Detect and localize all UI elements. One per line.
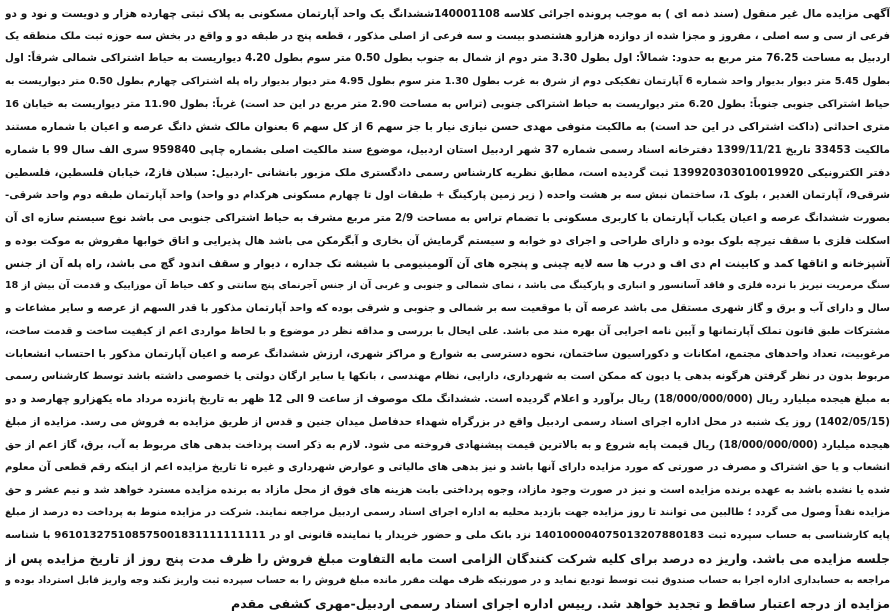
notice-line: انشعاب و یا حق اشتراک و مصرف در صورتی که مورد مزایده دارای آنها باشد و نیز بدهی های مالیاتی و عوارض شهرداری و غیره تا تاریخ مزایده اعم از اینکه رقم قطعی آن معلوم — [5, 461, 890, 473]
notice-line: حیاط اشتراکی جنوبی جنوباً: بطول 6.20 متر دیواریست به حیاط اشتراکی جنوبی (تراس به مساحت 2.90 متر مربع در این حد است) غرباً: بطول 11.90 متر دیواریست به خیابان 16 — [5, 98, 890, 110]
notice-line: شده یا نشده باشد به عهده برنده مزایده است و نیز در صورت وجود مازاد، وجوه پرداختی بابت هزینه های فوق از محل مازاد به برنده مزایده مسترد خواهد شد و نیم عشر و حق — [5, 484, 890, 497]
notice-line: بصورت ششدانگ عرصه و اعیان یکباب آپارتمان با کاربری مسکونی با تضمام تراس به مساحت 2/9 متر مربع مشرف به حیاط اشتراکی جنوبی می باشد نوع سیستم سازه ای آن — [5, 212, 890, 225]
notice-line: هیجده میلیارد (18/000/000/000) ریال قیمت پایه شروع و به بالاترین قیمت پیشنهادی فروخته می شود. لازم به ذکر است پرداخت بدهی های مربوط به آب، برق، گاز اعم از حق — [5, 439, 890, 452]
notice-line: مراجعه به حسابداری اداره اجرا به حساب صندوق ثبت توسط تودیع نماید و در صورتیکه ظرف مهلت مقرر مانده مبلغ فروش را به حساب سپرده ثبت واریز نکند وجه واریز قابل استرداد بوده و — [5, 575, 890, 587]
notice-line: متری احداثی (داکت اشتراکی در این حد است) به مالکیت متوفی مهدی حسن نیازی نیار با جز سهم 6 از کل سهم 6 بعنوان مالک شش دانگ عرصه و اعیان با شماره مستند — [5, 120, 890, 134]
notice-line: آشپزخانه و اتاقها کمد و کابینت ام دی اف و درب ها سه لایه چینی و پنجره های آن آلومینیومی با شیشه تک جداره ، دیوار و سقف اندود گچ می باشد، راه پله آن از جنس — [5, 256, 890, 270]
notice-line: اسکلت فلزی با سقف تیرچه بلوک بوده و دارای طراحی و اجرای دو خوابه و سیستم گرمایش آن بخاری و آبگرمکن می باشد هال پذیرایی و اتاق خوابها مفروش به موکت بوده و — [5, 234, 890, 247]
notice-line: مربوط بدون در نظر گرفتن هرگونه بدهی یا دیون که ممکن است به شهرداری، دارایی، نظام مهندسی ، بانکها یا سایر ارگان دولتی یا خصوصی داشته باشد توسط کارشناس رسمی — [5, 371, 890, 382]
notice-line: شرقی9، آپارتمان الغدیر ، بلوک 1، ساختمان نبش سه بر هشت واحده ( زیر زمین پارکینگ + طبقات اول تا چهارم مسکونی هرکدام دو واحد) واحد آپارتمان طبقه دوم واحد شرقی- — [5, 189, 890, 201]
notice-line: (1402/05/15) روز یک شنبه در محل اداره اجرای اسناد رسمی اردبیل واقع در بزرگراه شهداء حدفاصل میدان جنین و قدس از طریق مزایده به فروش می رسد. مزایده از مبلغ — [5, 416, 890, 429]
notice-line: مشترکات طبق قانون تملک آپارتمانها و آیین نامه اجرایی آن بهره مند می باشد. علی ایحال با بررسی و مداقه نظر در موضوع و با لحاظ مواردی اعم از کیفیت ساخت و قدمت ساخت، — [5, 325, 890, 337]
notice-line: جلسه مزایده می باشد. واریز ده درصد برای کلیه شرکت کنندگان الزامی است مابه التفاوت مبلغ فروش را ظرف مدت پنج روز از تاریخ مزایده پس از — [5, 551, 890, 566]
notice-line: دفتر الکترونیکی 139920303010019920 ثبت گردیده است، مطابق نظریه کارشناس رسمی دادگستری ملک مزبور بانشانی -اردبیل: سبلان فاز2، خیابان فلسطین، فلسطین — [5, 166, 890, 179]
notice-line-signature: مزایده از درجه اعتبار ساقط و تجدید خواهد شد. رییس اداره اجرای اسناد رسمی اردبیل-مهری کشفی مقدم — [230, 595, 890, 611]
notice-line: سال و دارای آب و برق و گاز شهری مستقل می باشد عرصه آن با موقعیت سه بر شمالی و جنوبی و شرقی بوده که واحد آپارتمان مذکور با قدر السهم از عرصه و سایر مشاعات و — [5, 302, 890, 314]
notice-line: سنگ مرمریت نیریز با نرده فلزی و فاقد آسانسور و انباری و پارکینگ می باشد ، نمای شمالی و جنوبی و غربی آن از جنس آجرنمای پنج سانتی و کف حیاط آن موزاییک و قدمت آن بیش از 18 — [5, 280, 890, 292]
notice-line: پایه کارشناسی به حساب سپرده ثبت 140100004075013207880183 نزد بانک ملی و حضور خریدار یا نماینده قانونی او در 961013275108575001831111111111 با شناسه — [5, 529, 890, 541]
notice-line: اردبیل به مساحت 76.25 متر مربع به حدود: شمالاً: اول بطول 3.30 متر دوم از شمال به جنوب بطول 0.50 متر سوم بطول 4.20 دیواریست به حیاط اشتراکی شمالی شرقاً: اول — [5, 53, 890, 65]
notice-line: بطول 5.45 متر دیوار بدیوار واحد شماره 6 آپارتمان تفکیکی دوم از شرق به غرب بطول 1.30 متر سوم بطول 4.95 متر دیوار بدیوار راه پله اشتراکی چهارم بطول 0.50 متر دیواریست به — [5, 76, 890, 88]
notice-line: آگهی مزایده مال غیر منقول (سند ذمه ای ) به موجب پرونده اجرائی کلاسه 140001108ششدانگ یک واحد آپارتمان مسکونی به پلاک ثبتی چهارده هزار و دویست و نود و دو — [5, 8, 890, 20]
notice-line: فرعی از سی و سه اصلی ، مفروز و مجزا شده از دوازده هزارو هشتصدو بیست و سه فرعی از اصلی مذکور ، قطعه پنج در طبقه دو و واقع در بخش سه حوزه ثبت ملک منطقه یک — [5, 30, 890, 42]
notice-line: به مبلغ هیجده میلیارد ریال (18/000/000/000) ریال برآورد و اعلام گردیده است. ششدانگ ملک موصوف از ساعت 9 الی 12 ظهر به تاریخ پانزده مرداد ماه یکهزارو چهارصد و دو — [5, 393, 890, 405]
notice-line: مزایده نقداً وصول می گردد ؛ طالبین می توانند تا روز مزایده جهت بازدید محلیه به اداره اجرای اسناد رسمی اردبیل مراجعه نمایند. شرکت در مزایده منوط به پرداخت ده درصد از مبلغ — [5, 507, 890, 519]
notice-line: مالکیت 33453 تاریخ 1399/11/21 دفترخانه اسناد رسمی شماره 37 شهر اردبیل استان اردبیل، موضوع سند مالکیت اصلی بشماره چاپی 959840 سری الف سال 99 با شماره — [5, 144, 890, 157]
notice-line: مرغوبیت، تعداد واحدهای مجتمع، امکانات و دکوراسیون ساختمان، نحوه دسترسی به شوارع و مراکز شهری، ارزش ششدانگ عرصه و اعیان آپارتمان مذکور با احتساب انشعابات — [5, 348, 890, 361]
